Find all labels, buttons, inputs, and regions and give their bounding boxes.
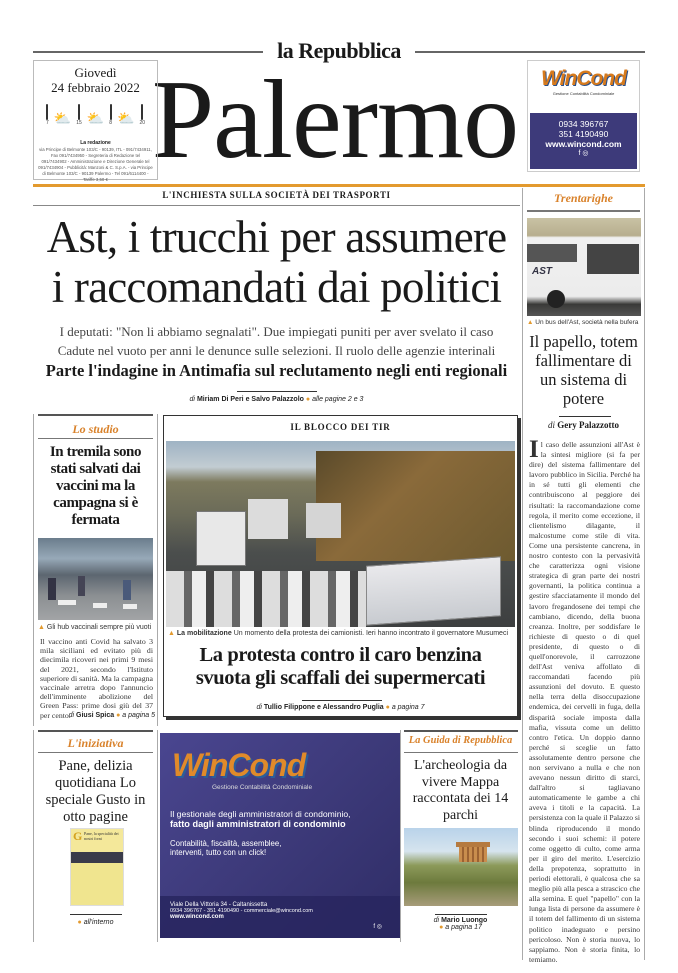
initiative-page[interactable]: ● all'interno [77,919,114,926]
study-caption: ▲ Gli hub vaccinali sempre più vuoti [38,624,152,631]
imprint-title: La redazione [80,140,111,146]
guide-byline: di Mario Luongo ● a pagina 17 [433,917,488,931]
lead-subhead: Parte l'indagine in Antimafia sul reclutamento negli enti regionali [45,361,508,380]
lead-deck [33,322,520,360]
thermometer-icon [46,104,49,126]
ad-phone-2: 351 4190490 [558,129,609,139]
ad-top[interactable] [527,60,640,172]
edition-title: Palermo [151,58,519,182]
ad-center-tagline: Gestione Contabilità Condominiale [212,784,313,791]
right-section-rule [527,210,640,212]
study-body: Il vaccino anti Covid ha salvato 3 mila siciliani ed evitato più di diecimila ricoveri nei primi 9 mesi del 2021, secondo l'Istituto superiore di sanità. Ma la campagna vaccinale arretra dopo l'annuncio dell'imminente abolizione del Green Pass: prime dosi giù del 37 per cento. [40,637,153,720]
date: 24 febbraio 2022 [51,80,140,95]
byline-rule [237,391,317,392]
temperature-label: 7 [46,120,49,126]
initiative-rule [38,752,153,753]
ad-logo: WinCond [541,67,626,90]
partly-cloudy-icon: ⛅ [86,110,105,126]
center-headline-line-1: La protesta contro il caro benzina [199,644,482,666]
lead-headline-line-1: Ast, i trucchi per assumere [46,212,507,262]
guide-top-rule [404,730,518,732]
day: Giovedì [74,65,117,80]
study-byline: di Giusi Spica ● a pagina 5 [68,712,155,719]
guide-byline-rule [435,914,487,915]
bus-caption: ▲ Un bus dell'Ast, società nella bufera [527,319,639,326]
ad-center-line-1: Il gestionale degli amministratori di condominio, [170,809,351,819]
ad-phone-1: 0934 396767 [558,119,609,129]
temperature-label: 8 [109,120,112,126]
ad-center-line-3: Contabilità, fiscalità, assemblee, [170,839,282,848]
initiative-top-rule [38,730,153,732]
ad-center-line-4: interventi, tutto con un click! [170,848,267,857]
guide-box [400,730,520,942]
right-section: Trentarighe [554,191,613,205]
bus-photo: AST [527,218,641,316]
guide-rule [404,752,518,753]
partly-cloudy-icon: ⛅ [117,110,135,126]
right-byline-rule [559,416,611,417]
ad-contacts [530,113,637,169]
center-byline: di Tullio Filippone e Alessandro Puglia ● a pagina 7 [256,704,425,711]
partly-cloudy-icon: ⛅ [53,110,72,126]
study-page-link[interactable]: a pagina 5 [122,712,155,719]
lead-deck-line-2: Cadute nel vuoto per anni le denunce sulle selezioni. Il ruolo delle agenzie interinali [57,343,496,358]
ad-center-social-icons: f ◎ [373,924,382,930]
lead-byline: di Miriam Di Peri e Salvo Palazzolo ● alle pagine 2 e 3 [189,396,364,403]
initiative-byline-rule [70,914,122,915]
initiative-box [33,730,158,942]
ad-website[interactable]: www.wincond.com [545,139,622,149]
guide-page-link[interactable]: a pagina 17 [445,924,482,931]
truck-protest-photo [166,441,515,627]
masthead-orange-rule [33,184,645,187]
ad-center-contacts: 0934 396767 - 351 4190490 - commerciale@wincond.com [170,908,313,914]
dropcap: I [529,436,539,463]
guide-section: La Guida di Repubblica [408,735,513,746]
masthead-rule-left [33,51,263,53]
right-column [522,188,645,964]
center-kicker: IL BLOCCO DEI TIR [290,422,391,432]
center-headline-line-2: svuota gli scaffali dei supermercati [195,667,486,689]
gusto-cover-image[interactable] [70,828,124,906]
center-byline-rule [302,700,382,701]
right-byline: di Gery Palazzotto [548,420,619,430]
temperature-label: 15 [76,120,82,126]
study-headline[interactable]: In tremila sono stati salvati dai vaccini ma la campagna si è fermata [49,444,142,528]
center-page-link[interactable]: a pagina 7 [391,704,425,711]
ad-center-footer [160,896,400,938]
initiative-headline[interactable]: Pane, delizia quotidiana Lo speciale Gusto in otto pagine [45,758,146,825]
initiative-section: L'iniziativa [67,736,124,750]
guide-headline[interactable]: L'archeologia da vivere Mappa raccontata dei 14 parchi [412,758,509,823]
brand-logo[interactable]: la Repubblica [277,38,401,63]
lead-pages-link[interactable]: alle pagine 2 e 3 [312,396,364,403]
right-body: Il caso delle assunzioni all'Ast è la sintesi migliore (si fa per dire) del sistema fallimentare del lavoro pubblico in Sicilia. Perché ha in sé tutti gli elementi che contribuiscono al peggiore dei risultati: la raccomandazione come regola, il merito come eccezione, il clientelismo dilagante, il malcostume come stile di vita. Come una persistente cancrena, in nostro contesto con la pervasività che caratterizza ogni visione strategica di gran parte dei nostri governanti, la politica continua a gestire sfacciatamente il mondo del lavoro fregandosene dei tempi che cambiano, dicendo, della buona creanza. Inoltre, per soddisfare le richieste di questo o di quel presidente, di questo o di quell'onorevole, il carrozzone dell'Ast veniva affollato di raccomandati facendo più assunzioni del dovuto. E questo nella terra della disoccupazione endemica, dei cervelli in fuga, della disparità sociale imposta dalla mafia, vissuta come un delitto contro l'etica. Un doppio danno perché si sceglie un fatto assolutamente dentro persone che non servivano a nulla e che non avevano nessun diritto di starci, dall'altro si tagliavano automaticamente le gambe a chi aveva i titoli e la capacità. La persistenza con la quale il Palazzo si blinda riproducendo il mondo secondo i suoi schemi: il potere come oggetto di culto, come arma per il giro del merito. L'esercizio della prepotenza, soprattutto in periodi elettorali, è qualcosa che sa meglio più alla pesca a strascico che alla semina. E quel "papello" con la lunga lista di persone da assumere è il totem del fallimento di un sistema politico inadeguato e persino pericoloso. Non è storia nuova, lo sappiamo. Non è storia finita, lo temiamo. [529,436,640,964]
ad-center-website[interactable]: www.wincond.com [170,914,224,920]
social-icons: f ◎ [578,150,589,157]
center-headline[interactable] [164,644,517,690]
lead-headline-line-2: i raccomandati dai politici [51,262,502,312]
ad-center-address: Viale Della Vittoria 34 - Caltanissetta [170,902,268,908]
center-story-box [163,415,518,717]
kicker-rule [33,205,520,206]
center-caption: ▲ La mobilitazione Un momento della protesta dei camionisti. Ieri hanno incontrato il governatore Musumeci [168,630,508,637]
ad-tagline: Gestione Contabilità Condominiale [552,91,615,96]
lead-headline[interactable] [33,212,520,312]
masthead-rule-right [415,51,645,53]
lead-authors: Miriam Di Peri e Salvo Palazzolo [196,396,304,403]
lead-deck-line-1: I deputati: "Non li abbiamo segnalati". Due impiegati puniti per aver svelato il caso [59,324,494,339]
ad-center-line-2: fatto dagli amministratori di condominio [170,819,346,829]
thermometer-icon [76,104,82,126]
right-headline[interactable]: Il papello, totem fallimentare di un sistema di potere [529,332,638,408]
thermometer-icon [139,104,145,126]
vaccine-hub-photo [38,538,153,620]
date-weather-box [33,60,158,180]
thermometer-icon [109,104,112,126]
ad-center[interactable] [160,733,400,938]
imprint-text: via Principe di Belmonte 103/C - 90139, ITL - 091/7434911, Fax 091/7434950 - Segreteria di Redazione tel 091/7434902 - Amministrazione e Direzione Generale tel 091/7434904 - Pubblicità: Manzoni & C. S.p.A. - via Principe di Belmonte 103/C - 90139 Palermo - Tel 091/6114400 - Tariffe 3,50 € [38,147,153,182]
study-section: Lo studio [72,422,119,436]
temperature-label: 20 [139,120,145,126]
study-top-rule [38,414,153,416]
cover-letter: G [73,829,83,843]
temple-photo [404,828,518,906]
ad-center-logo: WinCond [172,747,306,783]
lead-kicker: L'INCHIESTA SULLA SOCIETÀ DEI TRASPORTI [162,190,391,200]
cover-title: Pane, la specialità dei nostri forni [84,831,119,841]
study-box [33,414,158,726]
weather-forecast [34,102,157,126]
study-rule [38,438,153,439]
